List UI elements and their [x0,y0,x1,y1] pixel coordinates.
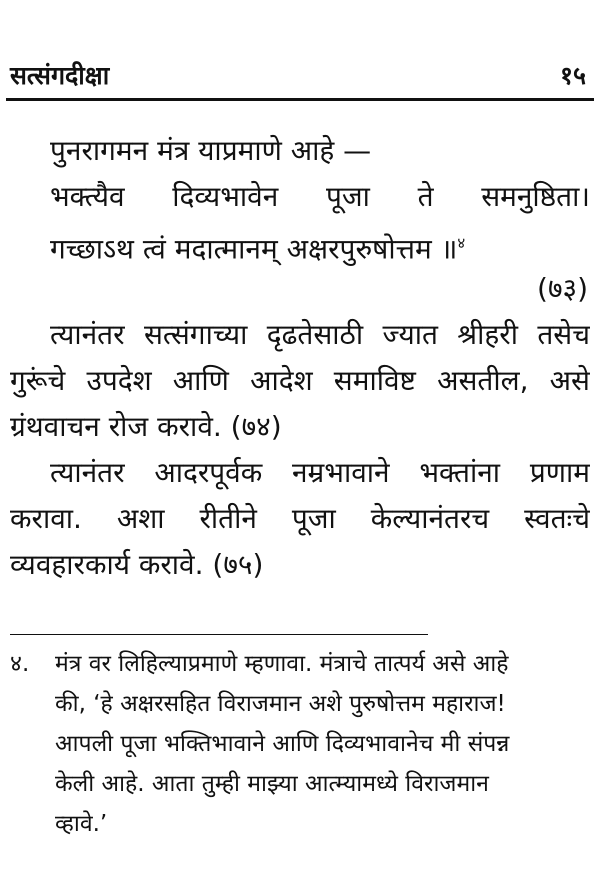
footnote-divider [10,634,428,635]
header-divider [6,98,594,101]
text-line: त्यानंतर आदरपूर्वक नम्रभावाने भक्तांना प्रणाम [50,456,590,489]
text-line: करावा. अशा रीतीने पूजा केल्यानंतरच स्वतःचे [10,502,590,535]
footnote-text: मंत्र वर लिहिल्याप्रमाणे म्हणावा. मंत्राचे तात्पर्य असे आहे [55,651,509,677]
footnote-line: की, ‘हे अक्षरसहित विराजमान अशे पुरुषोत्तम महाराज! [55,691,506,717]
text-line: ग्रंथवाचन रोज करावे. (७४) [10,410,282,443]
verse-line [10,220,590,266]
footnote-line [10,644,590,684]
text-line: त्यानंतर सत्संगाच्या दृढतेसाठी ज्यात श्रीहरी तसेच [50,318,590,351]
footnote-marker: ४. [10,651,30,677]
text-line: व्यवहारकार्य करावे. (७५) [10,548,264,581]
verse-number: (७३) [537,272,588,305]
verse-text: गच्छाऽथ त्वं मदात्मानम् अक्षरपुरुषोत्तम ॥ [50,232,458,266]
footnote-reference: ४ [457,234,466,252]
page-header [10,58,586,98]
text-line: पुनरागमन मंत्र याप्रमाणे आहे — [50,134,372,167]
main-text [10,128,590,588]
text-line: गुरूंचे उपदेश आणि आदेश समाविष्ट असतील, असे [10,364,590,397]
verse-line: भक्त्यैव दिव्यभावेन पूजा ते समनुष्ठिता। [50,180,590,213]
footnote-line: आपली पूजा भक्तिभावाने आणि दिव्यभावानेच मी संपन्न [55,731,510,757]
footnote-line: व्हावे.’ [55,811,108,837]
running-title: सत्संगदीक्षा [10,61,110,90]
footnote [10,644,590,844]
footnote-line: केली आहे. आता तुम्ही माझ्या आत्म्यामध्ये विराजमान [55,771,489,797]
page-number: १५ [559,61,586,90]
